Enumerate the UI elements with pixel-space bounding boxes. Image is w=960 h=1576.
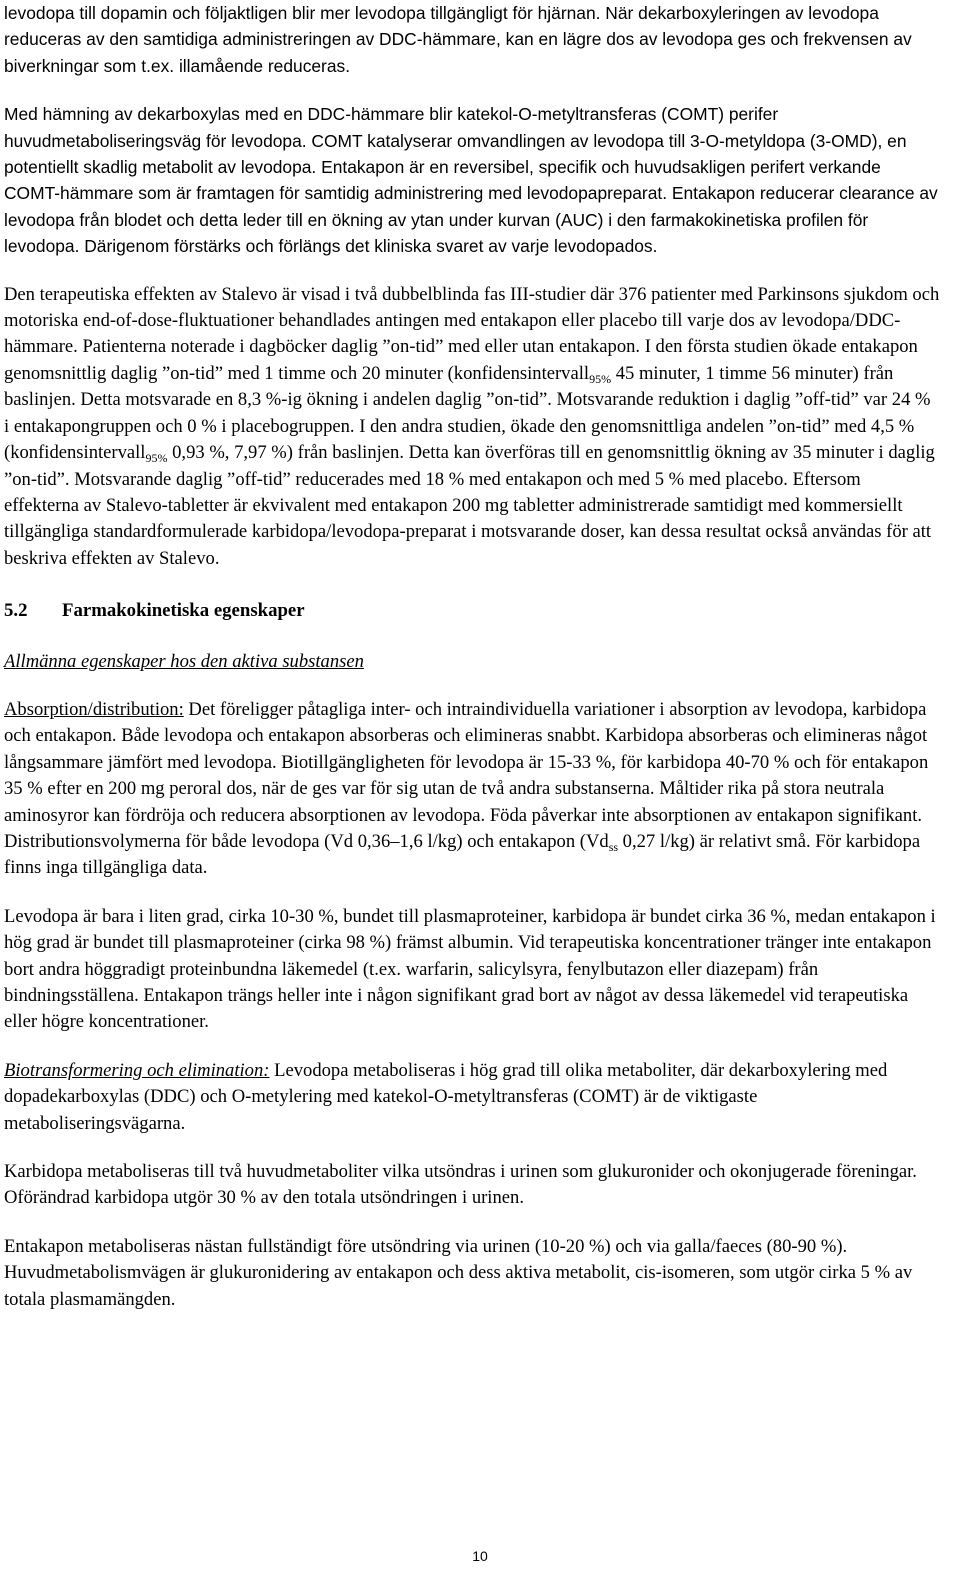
subheading-general-properties: Allmänna egenskaper hos den aktiva substansen bbox=[4, 650, 364, 672]
absorption-text-a: Det föreligger påtagliga inter- och intraindividuella variationer i absorption av levodopa, karbidopa och entakapon. Både levodopa och entakapon absorberas och elimineras snabbt. Karbidopa absorberas och elimineras något långsammare jämfört med levodopa. Biotillgängligheten för levodopa är 15-33 %, för karbidopa 40-70 % och för entakapon 35 % efter en 200 mg peroral dos, när de ges var för sig utan de två andra substanserna. Måltider rika på stora neutrala aminosyror kan fördröja och reducera absorptionen av levodopa. Föda påverkar inte absorptionen av entakapon signifikant. Distributionsvolymerna för både levodopa (Vd 0,36–1,6 l/kg) och entakapon (Vd bbox=[4, 698, 929, 852]
section-title: Farmakokinetiska egenskaper bbox=[62, 600, 305, 622]
therapeutic-text-b: 45 minuter, 1 timme 56 minuter) från baslinjen. Detta motsvarade en 8,3 %-ig ökning i andelen daglig ”on-tid”. Motsvarande reduktion i daglig ”off-tid” var 24 % i entakapongruppen och 0 % i placebogruppen. I den andra studien, ökade den genomsnittliga andelen ”on-tid” med 4,5 % (konfidensintervall bbox=[4, 362, 931, 464]
paragraph-comt-inhibition: Med hämning av dekarboxylas med en DDC-hämmare blir katekol-O-metyltransferas (COMT) perifer huvudmetaboliseringsväg för levodopa. COMT katalyserar omvandlingen av levodopa till 3-O-metyldopa (3-OMD), en potentiellt skadlig metabolit av levodopa. Entakapon är en reversibel, specifik och huvudsakligen perifert verkande COMT-hämmare som är framtagen för samtidig administrering med levodopapreparat. Entakapon reducerar clearance av levodopa från blodet och detta leder till en ökning av ytan under kurvan (AUC) i den farmakokinetiska profilen för levodopa. Därigenom förstärks och förlängs det kliniska svaret av varje levodopados. bbox=[4, 104, 938, 257]
paragraph-biotransformation bbox=[4, 1058, 940, 1137]
section-number: 5.2 bbox=[4, 600, 28, 622]
paragraph-protein-binding: Levodopa är bara i liten grad, cirka 10-30 %, bundet till plasmaproteiner, karbidopa är bundet cirka 36 %, medan entakapon i hög grad är bundet till plasmaproteiner (cirka 98 %) främst albumin. Vid terapeutiska koncentrationer tränger inte entakapon bort andra höggradigt proteinbundna läkemedel (t.ex. warfarin, salicylsyra, fenylbutazon eller diazepam) från bindningsställena. Entakapon trängs heller inte i någon signifikant grad bort av något av dessa läkemedel vid terapeutiska eller högre koncentrationer. bbox=[4, 905, 936, 1033]
paragraph-dopamine-conversion: levodopa till dopamin och följaktligen blir mer levodopa tillgängligt för hjärnan. När dekarboxyleringen av levodopa reduceras av den samtidiga administreringen av DDC-hämmare, kan en lägre dos av levodopa ges och frekvensen av biverkningar som t.ex. illamående reduceras. bbox=[4, 3, 912, 76]
section-heading bbox=[4, 598, 940, 624]
therapeutic-text-c: 0,93 %, 7,97 %) från baslinjen. Detta kan överföras till en genomsnittlig ökning av 35 minuter i daglig ”on-tid”. Motsvarande daglig ”off-tid” reducerades med 18 % med entakapon och med 5 % med placebo. Eftersom effekterna av Stalevo-tabletter är ekvivalent med entakapon 200 mg tabletter administrerade samtidigt med kommersiellt tillgängliga standardformulerade karbidopa/levodopa-preparat i motsvarande doser, kan dessa resultat också användas för att beskriva effekten av Stalevo. bbox=[4, 442, 935, 569]
biotransformation-label: Biotransformering och elimination: bbox=[4, 1059, 270, 1081]
absorption-label: Absorption/distribution: bbox=[4, 698, 184, 720]
confidence-subscript-1: 95% bbox=[589, 371, 612, 386]
paragraph-absorption bbox=[4, 697, 940, 882]
page-number: 10 bbox=[472, 1548, 488, 1564]
therapeutic-text-a: Den terapeutiska effekten av Stalevo är visad i två dubbelblinda fas III-studier där 376 patienter med Parkinsons sjukdom och motoriska end-of-dose-fluktuationer behandlades antingen med entakapon eller placebo till varje dos av levodopa/DDC-hämmare. Patienterna noterade i dagböcker daglig ”on-tid” med eller utan entakapon. I den första studien ökade entakapon genomsnittlig daglig ”on-tid” med 1 timme och 20 minuter (konfidensintervall bbox=[4, 283, 940, 384]
vd-subscript: ss bbox=[608, 839, 619, 854]
confidence-subscript-2: 95% bbox=[145, 451, 168, 466]
document-page bbox=[4, 0, 940, 1313]
paragraph-therapeutic-effect bbox=[4, 282, 940, 572]
paragraph-carbidopa-metabolism: Karbidopa metaboliseras till två huvudmetaboliter vilka utsöndras i urinen som glukuronider och okonjugerade föreningar. Oförändrad karbidopa utgör 30 % av den totala utsöndringen i urinen. bbox=[4, 1161, 917, 1209]
absorption-text-b: 0,27 l/kg) är relativt små. För karbidopa finns inga tillgängliga data. bbox=[4, 830, 921, 879]
paragraph-entacapone-metabolism: Entakapon metaboliseras nästan fullständigt före utsöndring via urinen (10-20 %) och via galla/faeces (80-90 %). Huvudmetabolismvägen är glukuronidering av entakapon och dess aktiva metabolit, cis-isomeren, som utgör cirka 5 % av totala plasmamängden. bbox=[4, 1235, 913, 1310]
biotransformation-text: Levodopa metaboliseras i hög grad till olika metaboliter, där dekarboxylering med dopadekarboxylas (DDC) och O-metylering med katekol-O-metyltransferas (COMT) är de viktigaste metaboliseringsvägarna. bbox=[4, 1059, 888, 1134]
